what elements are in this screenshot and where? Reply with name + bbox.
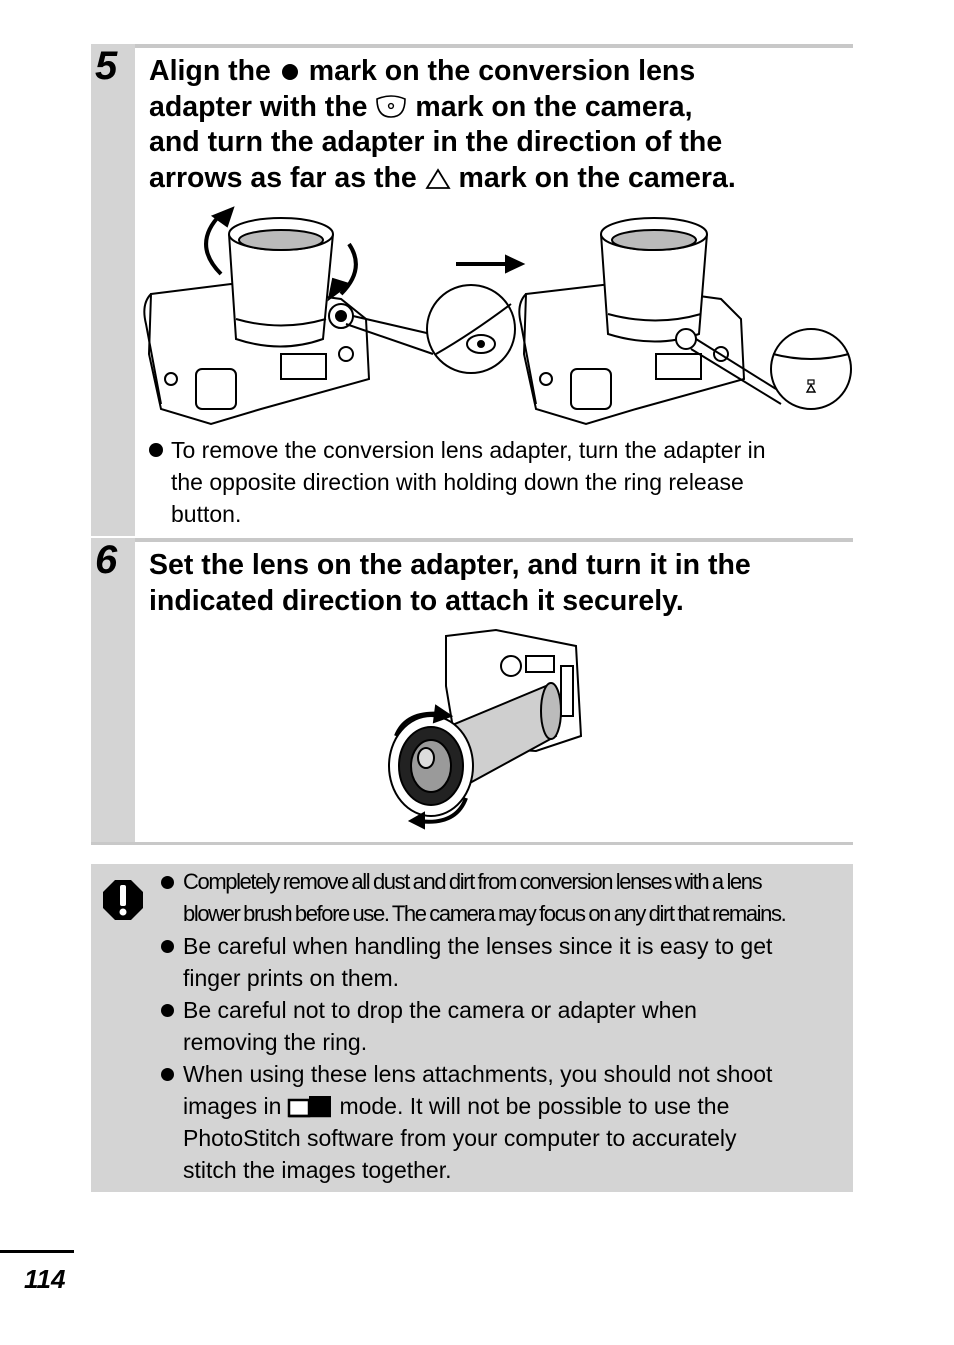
bullet-icon [161,876,174,889]
caution-icon [101,878,145,922]
bullet-icon [161,1004,174,1017]
step-number: 6 [95,538,118,582]
step-5: 5 Align the mark on the conversion lens adapter with the mark on the camera, and turn the adapter in the direction of the arrows as far as the mark on the camera. To remove the conversion lens adapter, turn the adapter in the opposite direction with holding down the ring release button. [91,44,853,536]
divider [91,44,853,48]
divider [91,538,853,542]
adapter-attach-illustration [141,204,853,429]
step-number-column [91,538,135,842]
step-number-column [91,44,135,536]
dot-mark-icon [279,61,301,83]
stitch-assist-icon [287,1094,333,1118]
step-heading: Align the mark on the conversion lens adapter with the mark on the camera, and turn the adapter in the direction of the arrows as far as the mark on the camera. [149,55,736,194]
step-heading: Set the lens on the adapter, and turn it in the indicated direction to attach it securely. [149,549,751,617]
bullet-icon [161,940,174,953]
circle-dot-mark-icon [375,95,407,119]
step-number: 5 [95,44,118,88]
page-number: 114 [24,1264,66,1294]
divider [91,842,853,845]
lens-attach-illustration [386,626,586,831]
bullet-icon [161,1068,174,1081]
page-number-rule [0,1250,74,1253]
triangle-mark-icon [425,168,451,190]
bullet-icon [149,443,163,457]
caution-box: Completely remove all dust and dirt from conversion lenses with a lens blower brush before use. The camera may focus on any dirt that remains. Be careful when handling the lenses since it is easy to get finger prints on them. Be careful not to drop the camera or adapter when removing the ring. When using these lens attachments, you should not shoot images in mode. It will not be possible to use the PhotoStitch software from your computer to accurately stitch the images together. [91,864,853,1192]
step-6 [91,538,853,842]
